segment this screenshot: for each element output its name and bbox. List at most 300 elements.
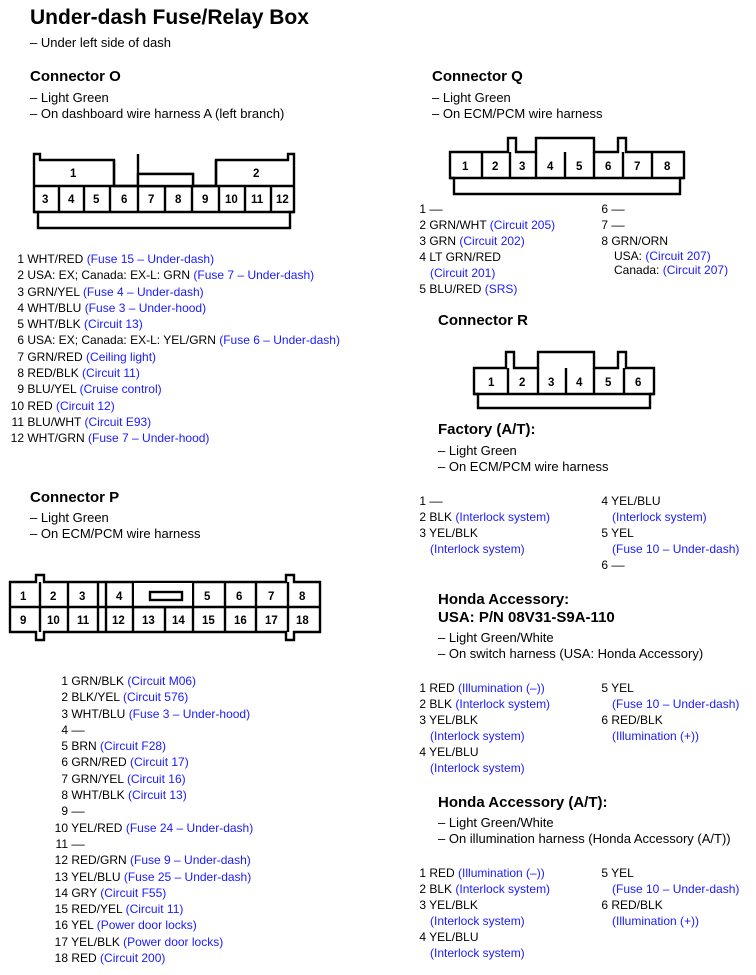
pin-number: 5 [419, 282, 426, 296]
pin-number: 8 [61, 788, 68, 803]
pin-row [50, 869, 253, 885]
pin-number: 2 [17, 268, 24, 283]
connector-p-cell: 13 [142, 615, 155, 627]
pin-row-continued [590, 913, 739, 929]
pin-description: (Interlock system) [430, 946, 525, 960]
pin-number: 1 [419, 202, 426, 216]
pin-description: (Power door locks) [123, 934, 224, 949]
factory-color: – Light Green [438, 443, 517, 458]
connector-p-cell: 15 [202, 615, 215, 627]
pin-row [408, 201, 555, 217]
pin-number: 6 [61, 755, 68, 770]
pin-wire-color: RED [71, 951, 97, 966]
pin-row [50, 803, 253, 819]
connector-o-color: – Light Green [30, 90, 109, 105]
pin-number: 2 [419, 510, 426, 524]
pin-row [50, 901, 253, 917]
pin-row [590, 865, 739, 881]
pin-row-continued [590, 696, 739, 712]
pin-row [590, 493, 739, 509]
honda-acc-pin-list-right [590, 680, 739, 744]
page-title: Under-dash Fuse/Relay Box [30, 6, 309, 29]
pin-wire-color: –– [71, 722, 85, 737]
pin-wire-color: GRY [71, 885, 97, 900]
pin-description: (Circuit F55) [100, 885, 167, 900]
pin-wire-color: –– [71, 836, 85, 851]
pin-number: 6 [601, 558, 608, 572]
pin-wire-color: RED/BLK [611, 713, 663, 727]
pin-wire-color: –– [611, 202, 625, 216]
pin-number: 6 [601, 202, 608, 216]
pin-number: 1 [61, 674, 68, 688]
pin-number: 1 [419, 866, 426, 880]
connector-p-cell: 16 [234, 615, 247, 627]
connector-o-cell: 10 [225, 194, 238, 206]
pin-number: 6 [17, 333, 24, 348]
pin-row [50, 885, 253, 901]
connector-q-cell: 3 [519, 161, 526, 173]
connector-p-color: – Light Green [30, 510, 109, 525]
connector-p-cell: 6 [236, 591, 243, 603]
connector-p-cell: 1 [20, 591, 27, 603]
pin-row [4, 267, 340, 283]
pin-number: 14 [54, 885, 68, 900]
pin-number: 5 [601, 866, 608, 880]
pin-row [408, 929, 550, 945]
pin-wire-color: RED/BLK [611, 898, 663, 912]
pin-wire-color: BLU/WHT [27, 414, 82, 429]
pin-number: 5 [61, 739, 68, 754]
pin-number: 17 [54, 934, 68, 949]
pin-number: 15 [54, 902, 68, 917]
connector-q-cell: 1 [462, 161, 469, 173]
pin-wire-color: BLK/YEL [71, 690, 120, 705]
pin-wire-color: YEL/BLU [611, 494, 661, 508]
pin-wire-color: YEL/BLK [429, 898, 478, 912]
pin-description: (Circuit 13) [128, 788, 187, 803]
connector-q-header: Connector Q [432, 68, 523, 85]
pin-number: 4 [17, 300, 24, 315]
pin-row [408, 525, 550, 541]
pin-row-continued [590, 728, 739, 744]
factory-pin-list-right [590, 493, 739, 573]
connector-o-cell: 9 [202, 194, 209, 206]
pin-row [4, 316, 340, 332]
connector-p-cell: 2 [50, 591, 57, 603]
pin-wire-color: LT GRN/RED [429, 250, 501, 264]
pin-row-continued [408, 760, 550, 776]
pin-description: (Illumination (–)) [458, 681, 545, 695]
pin-wire-color: BLU/RED [429, 282, 482, 296]
pin-wire-color: GRN/BLK [71, 674, 125, 688]
connector-q-cell: 8 [664, 161, 671, 173]
connector-o-cell: 11 [251, 194, 264, 206]
pin-row [408, 712, 550, 728]
factory-location: – On ECM/PCM wire harness [438, 459, 609, 474]
connector-r-cell: 1 [488, 377, 495, 389]
pin-number: 6 [601, 713, 608, 727]
connector-q-cell: 2 [492, 161, 499, 173]
pin-row [590, 557, 739, 573]
pin-description: (Circuit 13) [84, 317, 143, 332]
pin-number: 2 [419, 697, 426, 711]
pin-row [590, 525, 739, 541]
pin-number: 2 [61, 690, 68, 705]
pin-wire-color: GRN [429, 234, 457, 248]
connector-p-cell: 17 [265, 615, 278, 627]
pin-row [50, 852, 253, 868]
pin-row [590, 680, 739, 696]
pin-row [408, 509, 550, 525]
pin-wire-color: RED [429, 866, 455, 880]
pin-description: (Fuse 3 – Under-hood) [128, 706, 251, 721]
honda-acc-pin-list-left [408, 680, 550, 776]
pin-description: (Fuse 7 – Under-hood) [88, 431, 210, 446]
connector-r-cell: 4 [576, 377, 583, 389]
connector-p-cell: 18 [296, 615, 309, 627]
pin-description: (Illumination (+)) [612, 914, 700, 928]
pin-number: 2 [419, 218, 426, 232]
pin-description: (Circuit 576) [122, 690, 189, 705]
pin-number: 7 [61, 771, 68, 786]
connector-p-cell: 9 [20, 615, 27, 627]
pin-row-continued [408, 913, 550, 929]
pin-row [408, 744, 550, 760]
pin-number: 2 [419, 882, 426, 896]
pin-wire-color: WHT/GRN [27, 431, 85, 446]
pin-number: 7 [17, 349, 24, 364]
pin-row [4, 300, 340, 316]
pin-description: (Fuse 7 – Under-dash) [193, 268, 315, 283]
pin-row [50, 836, 253, 852]
pin-description: (Circuit 201) [430, 266, 496, 280]
connector-o-diagram [26, 148, 304, 234]
pin-number: 12 [10, 431, 24, 446]
connector-r-header: Connector R [438, 312, 528, 329]
pin-row [408, 696, 550, 712]
pin-description: (Illumination (+)) [612, 729, 700, 743]
pin-number: 9 [17, 382, 24, 397]
pin-number: 18 [54, 951, 68, 966]
honda-acc-location: – On switch harness (USA: Honda Accessory) [438, 646, 704, 661]
pin-description: (Power door locks) [96, 918, 197, 933]
pin-row [4, 398, 340, 414]
pin-row [50, 950, 253, 966]
connector-r-diagram [470, 346, 658, 412]
pin-wire-color: RED [27, 398, 53, 413]
pin-description: (Interlock system) [455, 882, 551, 896]
pin-row-continued [408, 728, 550, 744]
pin-description: (Fuse 9 – Under-dash) [130, 853, 251, 868]
honda-acc-header: Honda Accessory: [438, 591, 570, 608]
connector-p-header: Connector P [30, 489, 120, 506]
connector-o-pin-list [4, 251, 340, 447]
connector-o-label: 2 [253, 168, 260, 180]
pin-row-continued [590, 541, 739, 557]
connector-p-cell: 7 [268, 591, 275, 603]
pin-row [50, 787, 253, 803]
pin-row [4, 430, 340, 446]
pin-number: 4 [601, 494, 608, 508]
pin-description: (Fuse 24 – Under-dash) [125, 820, 254, 835]
connector-o-header: Connector O [30, 68, 121, 85]
connector-p-cell: 5 [204, 591, 211, 603]
pin-row [50, 771, 253, 787]
pin-row [590, 233, 668, 249]
pin-description: (Circuit 11) [82, 366, 140, 381]
pin-description: (Circuit 12) [56, 398, 115, 413]
pin-wire-color: GRN/RED [71, 755, 127, 770]
pin-description: (Interlock system) [455, 697, 551, 711]
pin-wire-color: BLK [429, 510, 453, 524]
pin-wire-color: –– [429, 494, 443, 508]
connector-r-cell: 2 [519, 377, 526, 389]
pin-wire-color: YEL/BLU [71, 869, 121, 884]
pin-wire-color: GRN/YEL [27, 284, 80, 299]
pin-number: 3 [419, 526, 426, 540]
connector-p-cell: 8 [299, 591, 306, 603]
pin-description: (Circuit 11) [125, 902, 184, 917]
pin-wire-color: YEL [611, 681, 634, 695]
pin-wire-color: YEL [611, 866, 634, 880]
pin-row [50, 754, 253, 770]
pin-description: (Fuse 15 – Under-dash) [86, 252, 215, 266]
pin-number: 4 [61, 722, 68, 737]
pin-description: (Circuit 17) [130, 755, 189, 770]
pin-description: (Interlock system) [612, 510, 707, 524]
connector-q-cell: 4 [547, 161, 554, 173]
pin-description: (Circuit 16) [126, 771, 186, 786]
pin-wire-color: GRN/WHT [429, 218, 487, 232]
pin-number: 3 [419, 234, 426, 248]
pin-number: 8 [601, 234, 608, 248]
pin-wire-color: BRN [71, 739, 97, 754]
pin-row [4, 251, 340, 267]
pin-row [50, 738, 253, 754]
pin-row [408, 249, 555, 265]
pin-wire-color: USA: EX; Canada: EX-L: YEL/GRN [27, 333, 216, 348]
pin-description: (Circuit F28) [100, 739, 167, 754]
pin-row [590, 712, 739, 728]
pin-row [408, 897, 550, 913]
pin-number: 13 [54, 869, 68, 884]
pin-wire-color: –– [611, 558, 625, 572]
pin-wire-color: YEL [611, 526, 634, 540]
pin-description: (Cruise control) [79, 382, 162, 397]
pin-row [50, 706, 253, 722]
connector-o-cell: 7 [148, 194, 155, 206]
pin-number: 4 [419, 930, 426, 944]
page-subtitle: – Under left side of dash [30, 35, 171, 50]
pin-description: (SRS) [484, 282, 518, 296]
connector-q-pin-list-right [590, 201, 668, 249]
connector-o-location: – On dashboard wire harness A (left branch) [30, 106, 285, 121]
pin-wire-color: YEL/BLK [71, 934, 120, 949]
honda-acc-color: – Light Green/White [438, 630, 554, 645]
connector-r-cell: 5 [605, 377, 612, 389]
pin-number: 1 [419, 681, 426, 695]
pin-row [4, 365, 340, 381]
connector-q-usa: USA: (Circuit 207) [614, 249, 711, 263]
pin-row [4, 414, 340, 430]
connector-p-cell: 10 [47, 615, 60, 627]
connector-q-location: – On ECM/PCM wire harness [432, 106, 603, 121]
pin-description: (Circuit M06) [127, 674, 197, 688]
pin-wire-color: –– [429, 202, 443, 216]
pin-row [4, 381, 340, 397]
connector-p-diagram [6, 572, 324, 644]
connector-p-pin-list [50, 673, 253, 966]
connector-o-cell: 3 [42, 194, 49, 206]
pin-wire-color: YEL/RED [71, 820, 123, 835]
pin-wire-color: WHT/BLK [71, 788, 125, 803]
pin-wire-color: YEL/BLU [429, 930, 479, 944]
connector-q-cell: 5 [576, 161, 583, 173]
honda-acc-at-pin-list-left [408, 865, 550, 961]
pin-row-continued [590, 509, 739, 525]
pin-wire-color: GRN/RED [27, 349, 83, 364]
pin-wire-color: BLK [429, 882, 453, 896]
connector-q-canada: Canada: (Circuit 207) [614, 263, 729, 277]
honda-acc-at-pin-list-right [590, 865, 739, 929]
pin-description: (Fuse 10 – Under-dash) [612, 882, 740, 896]
pin-row [50, 934, 253, 950]
pin-number: 3 [61, 706, 68, 721]
pin-description: (Circuit E93) [84, 414, 152, 429]
pin-row-continued [590, 881, 739, 897]
pin-number: 6 [601, 898, 608, 912]
pin-row [408, 493, 550, 509]
pin-row [590, 217, 668, 233]
connector-p-cell: 12 [112, 615, 125, 627]
pin-row [590, 201, 668, 217]
pin-description: (Fuse 4 – Under-dash) [82, 284, 204, 299]
pin-description: (Interlock system) [430, 761, 525, 775]
pin-description: (Fuse 25 – Under-dash) [123, 869, 252, 884]
pin-description: (Fuse 6 – Under-dash) [219, 333, 340, 348]
pin-wire-color: RED/BLK [27, 366, 79, 381]
connector-o-label: 1 [70, 168, 77, 180]
pin-wire-color: YEL/BLU [429, 745, 479, 759]
pin-wire-color: GRN/ORN [611, 234, 669, 248]
pin-row [408, 233, 555, 249]
pin-row [4, 349, 340, 365]
pin-description: (Fuse 3 – Under-hood) [84, 300, 207, 315]
connector-q-color: – Light Green [432, 90, 511, 105]
connector-r-cell: 6 [635, 377, 642, 389]
pin-row [4, 284, 340, 300]
pin-description: (Circuit 202) [459, 234, 525, 248]
honda-acc-at-location: – On illumination harness (Honda Accessory (A/T)) [438, 831, 731, 846]
pin-wire-color: YEL/BLK [429, 526, 478, 540]
pin-number: 10 [10, 398, 24, 413]
pin-wire-color: GRN/YEL [71, 771, 124, 786]
connector-r-cell: 3 [548, 377, 555, 389]
connector-o-cell: 4 [68, 194, 75, 206]
pin-number: 1 [419, 494, 426, 508]
pin-row [408, 881, 550, 897]
pin-row [4, 332, 340, 348]
pin-number: 4 [419, 745, 426, 759]
connector-q-cell: 6 [605, 161, 612, 173]
pin-description: (Interlock system) [430, 729, 525, 743]
connector-q-cell: 7 [634, 161, 641, 173]
connector-o-cell: 6 [121, 194, 128, 206]
pin-row [408, 281, 555, 297]
factory-header: Factory (A/T): [438, 421, 536, 438]
pin-row [50, 820, 253, 836]
connector-q-pin-list-left [408, 201, 555, 297]
pin-row [50, 722, 253, 738]
pin-description: (Fuse 10 – Under-dash) [612, 542, 740, 556]
connector-p-location: – On ECM/PCM wire harness [30, 526, 201, 541]
pin-description: (Illumination (–)) [458, 866, 545, 880]
pin-number: 5 [17, 317, 24, 332]
pin-description: (Circuit 205) [489, 218, 556, 232]
pin-number: 5 [601, 681, 608, 695]
pin-wire-color: –– [611, 218, 625, 232]
factory-pin-list-left [408, 493, 550, 557]
pin-row-continued [408, 945, 550, 961]
pin-row-continued [408, 265, 555, 281]
pin-description: (Interlock system) [430, 542, 525, 556]
pin-row [50, 689, 253, 705]
pin-number: 3 [419, 898, 426, 912]
pin-wire-color: WHT/BLU [71, 706, 126, 721]
pin-number: 10 [54, 820, 68, 835]
pin-number: 5 [601, 526, 608, 540]
pin-wire-color: BLU/YEL [27, 382, 77, 397]
pin-wire-color: BLK [429, 697, 453, 711]
pin-wire-color: RED/GRN [71, 853, 127, 868]
pin-row [408, 865, 550, 881]
pin-row [50, 673, 253, 689]
connector-q-diagram [446, 134, 688, 198]
pin-number: 4 [419, 250, 426, 264]
pin-description: (Ceiling light) [86, 349, 157, 364]
connector-o-cell: 8 [175, 194, 182, 206]
pin-number: 16 [54, 918, 68, 933]
pin-number: 1 [17, 252, 24, 266]
pin-number: 12 [54, 853, 68, 868]
pin-row [50, 917, 253, 933]
pin-wire-color: –– [71, 804, 85, 819]
honda-acc-at-color: – Light Green/White [438, 815, 554, 830]
pin-number: 8 [17, 366, 24, 381]
pin-wire-color: USA: EX; Canada: EX-L: GRN [27, 268, 191, 283]
pin-wire-color: YEL [71, 918, 94, 933]
pin-description: (Fuse 10 – Under-dash) [612, 697, 740, 711]
pin-row-continued [408, 541, 550, 557]
honda-acc-at-header: Honda Accessory (A/T): [438, 794, 608, 811]
connector-p-cell: 14 [172, 615, 185, 627]
connector-o-cell: 5 [93, 194, 100, 206]
pin-row [590, 897, 739, 913]
pin-wire-color: RED/YEL [71, 902, 123, 917]
pin-description: (Circuit 200) [100, 951, 166, 966]
pin-row [408, 680, 550, 696]
pin-wire-color: RED [429, 681, 455, 695]
pin-number: 9 [61, 804, 68, 819]
pin-number: 11 [55, 836, 68, 851]
pin-wire-color: YEL/BLK [429, 713, 478, 727]
pin-wire-color: WHT/BLU [27, 300, 82, 315]
pin-number: 3 [17, 284, 24, 299]
honda-acc-part-number: USA: P/N 08V31-S9A-110 [438, 609, 615, 626]
connector-p-cell: 11 [77, 615, 90, 627]
pin-number: 3 [419, 713, 426, 727]
connector-o-cell: 12 [276, 194, 289, 206]
